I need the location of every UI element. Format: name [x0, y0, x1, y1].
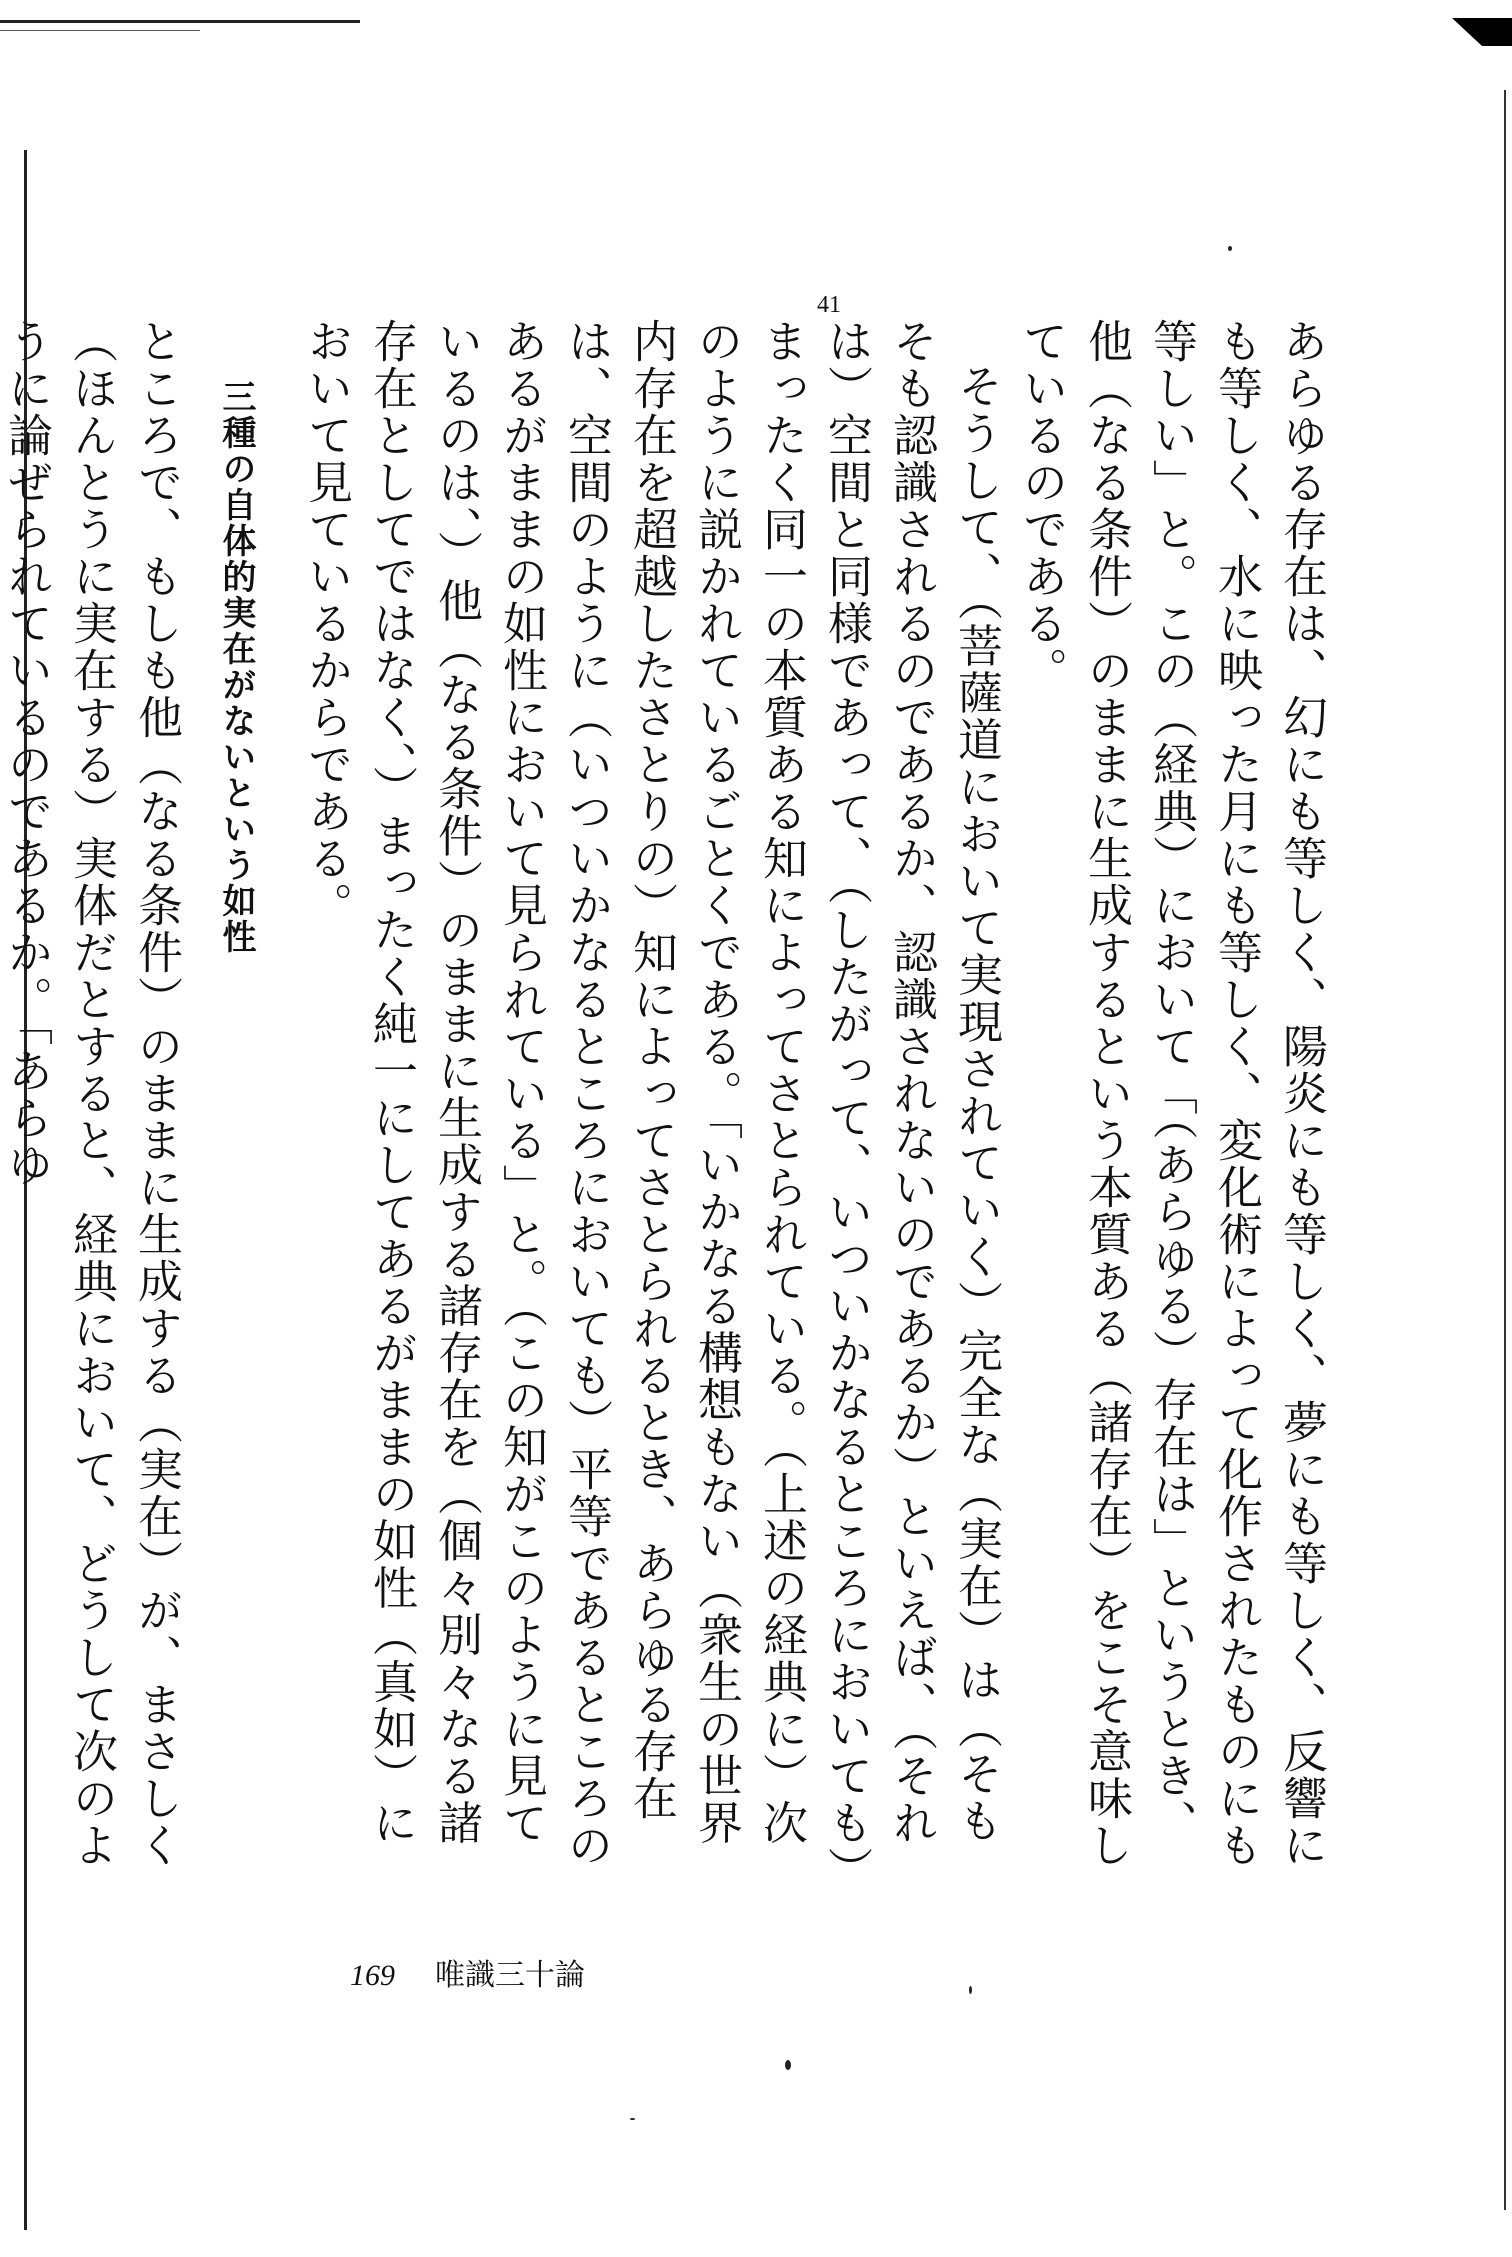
paragraph-3: ところで、もしも他（なる条件）のままに生成する（実在）が、まさしく（ほんとうに実在する）実体だとすると、経典において、どうして次のように論ぜられているのであるか。「あらゆ	[0, 318, 183, 1869]
scan-speck	[1228, 246, 1232, 251]
vertical-text-body	[0, 318, 1334, 1888]
paragraph-2: そうして、（菩薩道において実現されていく）完全な（実在）は（そもそも認識されるのであるか、認識されないのであるか）といえば、（それは）空間と同様であって、（したがって、いついかなるところにおいても）まったく同一の本質ある知によってさとられている。（上述の経典に）次のように説かれているごとくである。「いかなる構想もない（衆生の世界内存在を超越したさとりの）知によってさとられるとき、あらゆる存在は、空間のように（いついかなるところにおいても）平等であるところのあるがままの如性において見られている」と。（この知がこのように見ているのは、）他（なる条件）のままに生成する諸存在を（個々別々なる諸存在としてではなく、）まったく純一にしてあるがままの如性（真如）において見ているからである。	[300, 318, 1003, 1871]
page-number: 41	[817, 292, 841, 318]
scan-border-top	[0, 20, 360, 23]
scan-speck	[969, 1986, 972, 1994]
footer-page-number: 169	[350, 1959, 395, 1992]
page-footer	[350, 1950, 585, 1994]
scan-border-right	[1504, 90, 1506, 2210]
scan-speck	[785, 2060, 791, 2070]
scan-border-top-thin	[0, 30, 200, 31]
scan-speck	[630, 2118, 635, 2120]
scan-corner-mark	[1452, 18, 1512, 46]
section-heading: 三種の自体的実在がないという如性	[216, 379, 256, 956]
footer-book-title: 唯識三十論	[435, 1958, 585, 1993]
paragraph-1: あらゆる存在は、幻にも等しく、陽炎にも等しく、夢にも等しく、反響にも等しく、水に映った月にも等しく、変化術によって化作されたものにも等しい」と。この（経典）において「（あらゆる）存在は」というとき、他（なる条件）のままに生成するという本質ある（諸存在）をこそ意味しているのである。	[1015, 318, 1328, 1869]
